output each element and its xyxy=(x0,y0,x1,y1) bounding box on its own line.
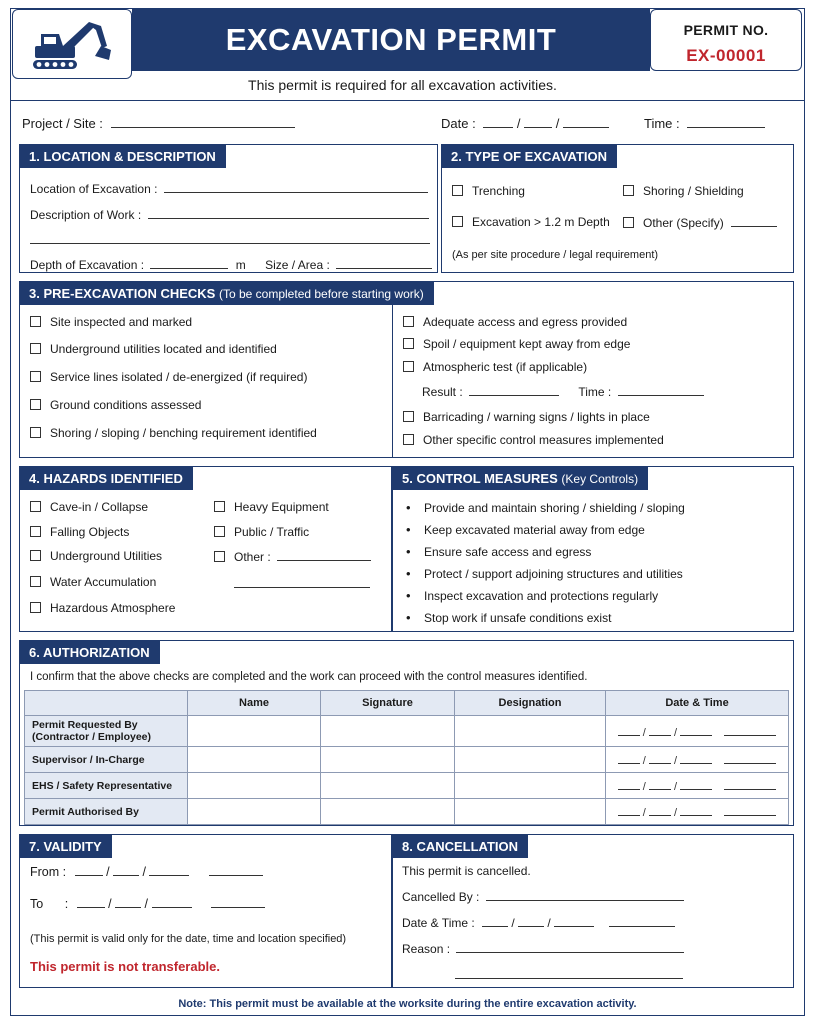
hazard-label: Other : xyxy=(234,550,271,564)
checkbox[interactable] xyxy=(30,343,41,354)
column-name: Name xyxy=(188,691,321,716)
signature-cell[interactable] xyxy=(321,747,455,773)
option-deep-excavation[interactable] xyxy=(452,215,610,229)
signature-cell[interactable] xyxy=(321,716,455,747)
row-label-requested xyxy=(25,716,188,747)
section-3-subtitle: (To be completed before starting work) xyxy=(218,287,424,301)
option-label: Shoring / Shielding xyxy=(643,184,744,198)
not-transferable-warning: This permit is not transferable. xyxy=(30,959,220,974)
section-5-title-text: 5. CONTROL MEASURES xyxy=(402,471,558,486)
result-label: Result : xyxy=(422,385,463,399)
section-divider xyxy=(392,305,393,457)
cancel-datetime-field[interactable]: Date & Time : / / xyxy=(402,915,675,930)
date-year-line[interactable] xyxy=(563,116,609,128)
section-2-title: 2. TYPE OF EXCAVATION xyxy=(441,144,617,168)
hazard-other-line-2[interactable] xyxy=(234,576,370,588)
check-utilities[interactable] xyxy=(30,342,277,356)
divider xyxy=(11,100,804,101)
permit-number-box xyxy=(650,9,802,71)
checkbox[interactable] xyxy=(403,411,414,422)
cancel-month-line[interactable] xyxy=(518,915,544,927)
checkbox[interactable] xyxy=(30,501,41,512)
section-3-title xyxy=(19,281,434,305)
hazard-atmosphere[interactable] xyxy=(30,601,175,615)
description-field-2[interactable] xyxy=(30,232,430,247)
description-label: Description of Work : xyxy=(30,208,142,222)
company-logo xyxy=(12,9,132,79)
checkbox[interactable] xyxy=(30,602,41,613)
designation-cell[interactable] xyxy=(455,799,606,825)
to-colon: : xyxy=(64,897,69,911)
check-access[interactable] xyxy=(403,315,627,329)
name-cell[interactable] xyxy=(188,716,321,747)
designation-cell[interactable] xyxy=(455,747,606,773)
section-4-title: 4. HAZARDS IDENTIFIED xyxy=(19,466,193,490)
table-row xyxy=(25,799,789,825)
section-1-title: 1. LOCATION & DESCRIPTION xyxy=(19,144,226,168)
from-label: From : xyxy=(30,865,67,879)
checkbox[interactable] xyxy=(30,316,41,327)
reason-field[interactable] xyxy=(402,941,684,956)
hazard-label: Underground Utilities xyxy=(50,549,163,563)
datetime-cell[interactable]: / / xyxy=(606,747,789,773)
control-item: • Inspect excavation and protections regularly xyxy=(406,588,658,603)
check-label: Barricading / warning signs / lights in place xyxy=(423,410,650,424)
hazard-other[interactable] xyxy=(214,549,371,564)
check-ground[interactable] xyxy=(30,398,201,412)
checkbox[interactable] xyxy=(30,399,41,410)
option-label: Other (Specify) xyxy=(643,216,724,230)
time-label: Time : xyxy=(644,116,680,131)
section-5-subtitle: (Key Controls) xyxy=(561,472,639,486)
check-other-controls[interactable] xyxy=(403,433,664,447)
check-label: Spoil / equipment kept away from edge xyxy=(423,337,631,351)
project-input-line[interactable] xyxy=(111,116,295,128)
size-label: Size / Area : xyxy=(265,258,330,272)
designation-cell[interactable] xyxy=(455,773,606,799)
reason-field-2[interactable] xyxy=(455,967,683,982)
authorization-statement: I confirm that the above checks are completed and the work can proceed with the control measures identified. xyxy=(30,671,588,683)
hazard-public-traffic[interactable] xyxy=(214,525,309,539)
checkbox[interactable] xyxy=(214,501,225,512)
from-month-line[interactable] xyxy=(113,864,139,876)
location-label: Location of Excavation : xyxy=(30,182,158,196)
depth-field[interactable] xyxy=(30,257,432,272)
check-label: Site inspected and marked xyxy=(50,315,193,329)
column-date-time: Date & Time xyxy=(606,691,789,716)
size-input-line[interactable] xyxy=(336,257,432,269)
hazard-underground-utilities[interactable] xyxy=(30,549,162,563)
control-item: • Protect / support adjoining structures and utilities xyxy=(406,566,683,581)
atmospheric-result[interactable] xyxy=(422,384,704,399)
checkbox[interactable] xyxy=(403,361,414,372)
from-day-line[interactable] xyxy=(75,864,103,876)
check-spoil[interactable] xyxy=(403,337,630,351)
column-designation: Designation xyxy=(455,691,606,716)
reason-label: Reason : xyxy=(402,942,451,956)
from-time-line[interactable] xyxy=(209,864,263,876)
checkbox[interactable] xyxy=(623,185,634,196)
table-header-row xyxy=(25,691,789,716)
control-item: • Keep excavated material away from edge xyxy=(406,522,645,537)
reason-line-2[interactable] xyxy=(455,967,683,979)
validity-to[interactable]: To : / / xyxy=(30,896,265,911)
control-item: • Ensure safe access and egress xyxy=(406,544,591,559)
checkbox[interactable] xyxy=(452,185,463,196)
to-year-line[interactable] xyxy=(152,896,192,908)
cancel-datetime-label: Date & Time : xyxy=(402,916,475,930)
designation-cell[interactable] xyxy=(455,716,606,747)
control-item: • Stop work if unsafe conditions exist xyxy=(406,610,611,625)
project-label: Project / Site : xyxy=(22,116,103,131)
check-shoring[interactable] xyxy=(30,426,317,440)
cancel-day-line[interactable] xyxy=(482,915,508,927)
datetime-cell[interactable]: / / xyxy=(606,773,789,799)
option-label: Excavation > 1.2 m Depth xyxy=(472,215,610,229)
result-time-line[interactable] xyxy=(618,384,704,396)
checkbox[interactable] xyxy=(403,316,414,327)
to-label: To xyxy=(30,897,44,911)
hazard-label: Water Accumulation xyxy=(50,575,157,589)
hazard-other-line[interactable] xyxy=(277,549,371,561)
checkbox[interactable] xyxy=(30,526,41,537)
section-5-title xyxy=(392,466,648,490)
checkbox[interactable] xyxy=(30,576,41,587)
row-label-authorised: Permit Authorised By xyxy=(25,799,188,825)
title-band xyxy=(132,9,650,71)
option-shoring[interactable] xyxy=(623,184,744,198)
date-month-line[interactable] xyxy=(524,116,552,128)
option-label: Trenching xyxy=(472,184,525,198)
checkbox[interactable] xyxy=(214,551,225,562)
location-field[interactable] xyxy=(30,181,428,196)
result-input-line[interactable] xyxy=(469,384,559,396)
hazard-label: Public / Traffic xyxy=(234,525,310,539)
location-input-line[interactable] xyxy=(164,181,428,193)
name-cell[interactable] xyxy=(188,773,321,799)
check-site-inspected[interactable] xyxy=(30,315,192,329)
excavator-icon xyxy=(29,16,115,72)
cancelled-by-label: Cancelled By : xyxy=(402,890,480,904)
signature-cell[interactable] xyxy=(321,799,455,825)
project-field[interactable] xyxy=(22,116,295,131)
section-3-title-text: 3. PRE-EXCAVATION CHECKS xyxy=(29,286,216,301)
result-time-label: Time : xyxy=(578,385,612,399)
to-time-line[interactable] xyxy=(211,896,265,908)
check-label: Underground utilities located and identified xyxy=(50,342,277,356)
page-title: EXCAVATION PERMIT xyxy=(225,22,557,57)
check-label: Atmospheric test (if applicable) xyxy=(423,360,588,374)
hazard-label: Falling Objects xyxy=(50,525,130,539)
date-field[interactable]: Date : / / xyxy=(441,116,609,131)
depth-input-line[interactable] xyxy=(150,257,228,269)
check-label: Other specific control measures implemented xyxy=(423,433,664,447)
checkbox[interactable] xyxy=(623,217,634,228)
depth-label: Depth of Excavation : xyxy=(30,258,145,272)
checkbox[interactable] xyxy=(403,338,414,349)
name-cell[interactable] xyxy=(188,799,321,825)
cancelled-by-field[interactable] xyxy=(402,889,684,904)
hazard-label: Cave-in / Collapse xyxy=(50,500,149,514)
cancelled-by-line[interactable] xyxy=(486,889,684,901)
section-6-title: 6. AUTHORIZATION xyxy=(19,640,160,664)
table-row xyxy=(25,716,789,747)
date-day-line[interactable] xyxy=(483,116,513,128)
section-cancellation xyxy=(392,834,794,988)
hazard-falling-objects[interactable] xyxy=(30,525,129,539)
table-header-blank xyxy=(25,691,188,716)
validity-note: (This permit is valid only for the date, time and location specified) xyxy=(30,933,347,945)
hazard-other-field-2[interactable] xyxy=(234,576,370,591)
check-service-lines[interactable] xyxy=(30,370,307,384)
other-input-line[interactable] xyxy=(731,215,777,227)
table-row xyxy=(25,773,789,799)
description-field[interactable] xyxy=(30,207,429,222)
footer-note: Note: This permit must be available at the worksite during the entire excavation activity. xyxy=(178,998,637,1010)
description-input-line-2[interactable] xyxy=(30,232,430,244)
column-signature: Signature xyxy=(321,691,455,716)
control-item: • Provide and maintain shoring / shielding / sloping xyxy=(406,500,685,515)
check-label: Ground conditions assessed xyxy=(50,398,202,412)
check-barricading[interactable] xyxy=(403,410,650,424)
validity-from[interactable]: From : / / xyxy=(30,864,263,879)
checkbox[interactable] xyxy=(30,427,41,438)
hazard-label: Hazardous Atmosphere xyxy=(50,601,176,615)
from-year-line[interactable] xyxy=(149,864,189,876)
permit-number-label: PERMIT NO. xyxy=(683,22,769,38)
checkbox[interactable] xyxy=(30,550,41,561)
authorization-table xyxy=(24,690,789,825)
row-label-supervisor: Supervisor / In-Charge xyxy=(25,747,188,773)
datetime-cell[interactable]: / / xyxy=(606,716,789,747)
checkbox[interactable] xyxy=(30,371,41,382)
datetime-cell[interactable]: / / xyxy=(606,799,789,825)
depth-unit: m xyxy=(235,258,246,272)
time-field[interactable] xyxy=(644,116,765,131)
option-other[interactable] xyxy=(623,215,777,230)
cancellation-statement: This permit is cancelled. xyxy=(402,864,531,878)
check-label: Service lines isolated / de-energized (if required) xyxy=(50,370,308,384)
cancel-year-line[interactable] xyxy=(554,915,594,927)
hazard-label: Heavy Equipment xyxy=(234,500,329,514)
date-label: Date : xyxy=(441,116,476,131)
type-note: (As per site procedure / legal requirement) xyxy=(452,249,659,261)
check-atmospheric[interactable] xyxy=(403,360,587,374)
row-label-ehs: EHS / Safety Representative xyxy=(25,773,188,799)
section-8-title: 8. CANCELLATION xyxy=(392,834,528,858)
permit-number: EX-00001 xyxy=(686,46,766,65)
page-subtitle: This permit is required for all excavation activities. xyxy=(248,77,557,93)
row-label-line-1: Permit Requested By xyxy=(32,719,138,731)
time-input-line[interactable] xyxy=(687,116,765,128)
hazard-heavy-equipment[interactable] xyxy=(214,500,329,514)
cancel-time-line[interactable] xyxy=(609,915,675,927)
to-day-line[interactable] xyxy=(77,896,105,908)
name-cell[interactable] xyxy=(188,747,321,773)
check-label: Adequate access and egress provided xyxy=(423,315,628,329)
description-input-line[interactable] xyxy=(148,207,429,219)
signature-cell[interactable] xyxy=(321,773,455,799)
row-label-line-2: (Contractor / Employee) xyxy=(32,731,152,743)
checkbox[interactable] xyxy=(403,434,414,445)
reason-line[interactable] xyxy=(456,941,684,953)
hazard-cave-in[interactable] xyxy=(30,500,148,514)
checkbox[interactable] xyxy=(214,526,225,537)
checkbox[interactable] xyxy=(452,216,463,227)
to-month-line[interactable] xyxy=(115,896,141,908)
option-trenching[interactable] xyxy=(452,184,525,198)
table-row xyxy=(25,747,789,773)
hazard-water[interactable] xyxy=(30,575,156,589)
section-7-title: 7. VALIDITY xyxy=(19,834,112,858)
check-label: Shoring / sloping / benching requirement identified xyxy=(50,426,317,440)
